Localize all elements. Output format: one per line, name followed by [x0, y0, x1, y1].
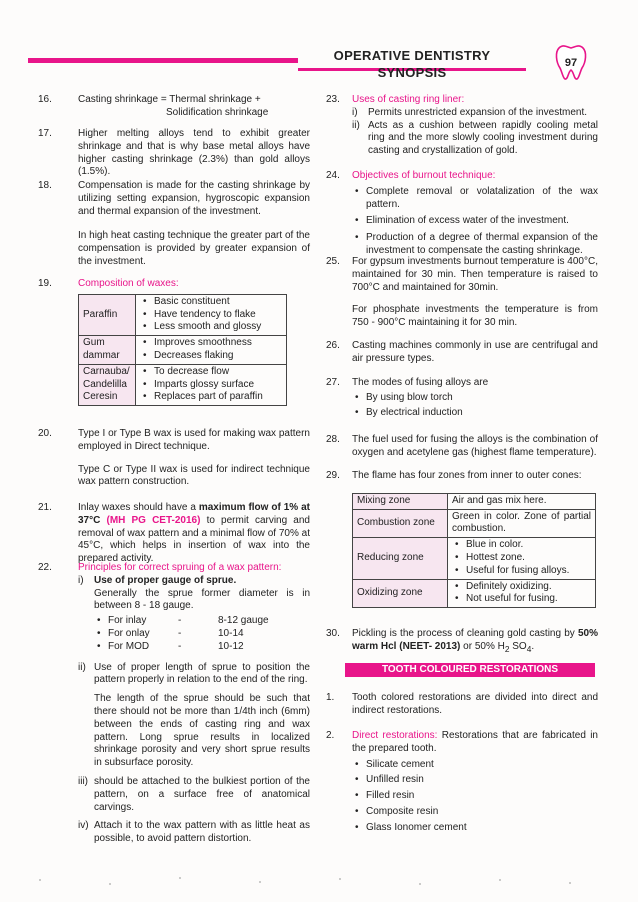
list-item: • Glass Ionomer cement [352, 822, 598, 835]
list-item: • Complete removal or volatalization of the wax pattern. [352, 186, 598, 212]
page-number: 97 [564, 57, 578, 69]
page-header [28, 44, 548, 80]
page-title: OPERATIVE DENTISTRY SYNOPSIS [298, 48, 526, 71]
decorative-dots [0, 872, 638, 892]
table-row: Paraffin • Basic constituent • Have tendency to flake • Less smooth and glossy [79, 294, 287, 335]
table-row: Oxidizing zone • Definitely oxidizing. • Not useful for fusing. [353, 579, 596, 608]
table-row: Carnauba/ Candelilla Ceresin • To decrease flow • Imparts glossy surface • Replaces part of paraffin [79, 364, 287, 405]
list-item: • For MOD - 10-12 [94, 641, 310, 654]
tooth-icon [553, 42, 589, 82]
wax-table [78, 294, 287, 406]
list-item: • Silicate cement [352, 759, 598, 772]
list-item: • By electrical induction [352, 407, 598, 420]
list-item: • Composite resin [352, 806, 598, 819]
section-heading: TOOTH COLOURED RESTORATIONS [345, 663, 595, 677]
header-accent-bar [28, 58, 298, 63]
list-item: • For inlay - 8-12 gauge [94, 615, 310, 628]
list-item: • Filled resin [352, 790, 598, 803]
table-row: Reducing zone • Blue in color. • Hottest zone. • Useful for fusing alloys. [353, 538, 596, 579]
list-item: • Elimination of excess water of the investment. [352, 215, 598, 228]
list-item: • Unfilled resin [352, 774, 598, 787]
list-item: • By using blow torch [352, 392, 598, 405]
table-row: Mixing zone Air and gas mix here. [353, 493, 596, 509]
list-item: • Production of a degree of thermal expansion of the investment to compensate the casting shrinkage. [352, 232, 598, 258]
table-row: Gum dammar • Improves smoothness • Decreases flaking [79, 336, 287, 365]
table-row: Combustion zone Green in color. Zone of partial combustion. [353, 509, 596, 538]
list-item: • For onlay - 10-14 [94, 628, 310, 641]
flame-table [352, 493, 596, 608]
spruing-heading: Principles for correct spruing of a wax pattern: [78, 562, 282, 573]
wax-heading: Composition of waxes: [78, 278, 179, 289]
